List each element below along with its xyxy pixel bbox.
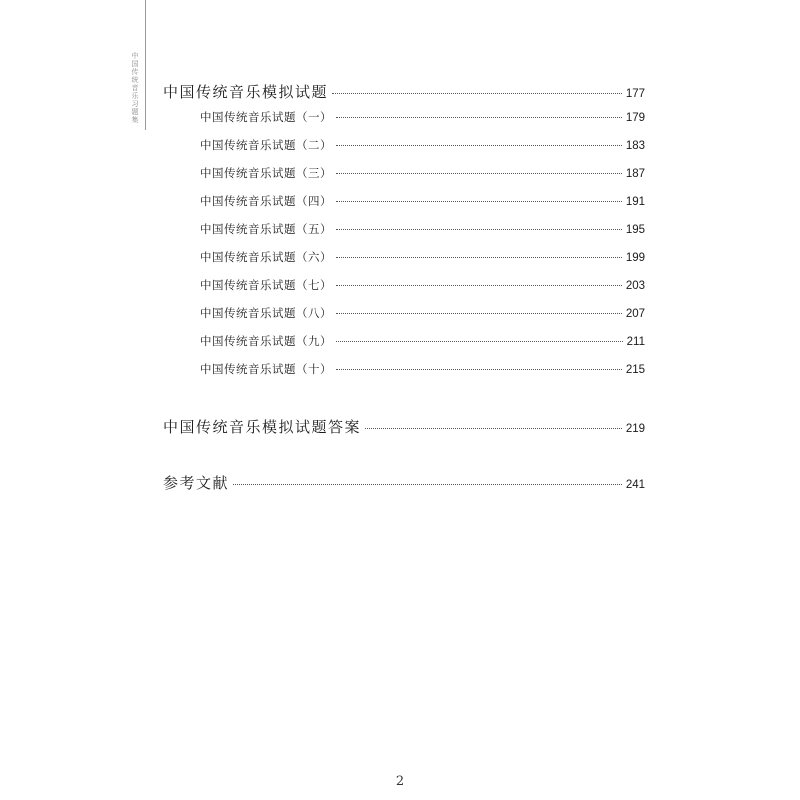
- toc-entry-exam-5[interactable]: [200, 221, 645, 237]
- leader-dots: [336, 284, 622, 286]
- leader-dots: [336, 228, 622, 230]
- toc-entry-page: 211: [626, 336, 645, 348]
- toc-entry-exam-8[interactable]: [200, 305, 645, 321]
- toc-entry-label: 参考文献: [163, 474, 230, 492]
- toc-entry-label: 中国传统音乐试题（十）: [200, 362, 332, 376]
- toc-entry-page: 215: [625, 364, 645, 376]
- toc-entry-label: 中国传统音乐试题（三）: [200, 166, 332, 180]
- toc-entry-page: 183: [625, 140, 645, 152]
- leader-dots: [336, 172, 622, 174]
- toc-entry-page: 203: [625, 280, 645, 292]
- toc-entry-exam-7[interactable]: [200, 277, 645, 293]
- leader-dots: [336, 368, 622, 370]
- toc-entry-mock-exams[interactable]: [163, 81, 645, 102]
- leader-dots: [336, 340, 623, 342]
- toc-entry-page: 191: [625, 196, 645, 208]
- toc-entry-page: 177: [625, 88, 645, 100]
- toc-entry-page: 179: [625, 112, 645, 124]
- leader-dots: [365, 427, 622, 429]
- toc-entry-label: 中国传统音乐模拟试题: [163, 83, 329, 101]
- toc-entry-label: 中国传统音乐试题（一）: [200, 110, 332, 124]
- toc-entry-page: 219: [625, 423, 645, 435]
- toc-entry-exam-10[interactable]: [200, 361, 645, 377]
- toc-entry-page: 187: [625, 168, 645, 180]
- leader-dots: [336, 312, 622, 314]
- toc-entry-page: 199: [625, 252, 645, 264]
- running-title: 中国传统音乐习题集: [131, 52, 139, 124]
- leader-dots: [336, 116, 622, 118]
- toc-entry-exam-2[interactable]: [200, 137, 645, 153]
- toc-entry-label: 中国传统音乐试题（二）: [200, 138, 332, 152]
- toc-entry-exam-6[interactable]: [200, 249, 645, 265]
- toc-entry-references[interactable]: [163, 472, 645, 493]
- toc-entry-page: 241: [625, 479, 645, 491]
- toc-entry-label: 中国传统音乐模拟试题答案: [163, 418, 362, 436]
- toc-entry-label: 中国传统音乐试题（九）: [200, 334, 332, 348]
- leader-dots: [233, 483, 622, 485]
- toc-entry-label: 中国传统音乐试题（六）: [200, 250, 332, 264]
- toc-entry-page: 195: [625, 224, 645, 236]
- toc-entry-answers[interactable]: [163, 416, 645, 437]
- leader-dots: [336, 144, 622, 146]
- toc-entry-exam-9[interactable]: [200, 333, 645, 349]
- toc-entry-exam-3[interactable]: [200, 165, 645, 181]
- toc-entry-label: 中国传统音乐试题（七）: [200, 278, 332, 292]
- toc-entry-page: 207: [625, 308, 645, 320]
- toc-entry-exam-1[interactable]: [200, 109, 645, 125]
- toc-entry-exam-4[interactable]: [200, 193, 645, 209]
- toc-entry-label: 中国传统音乐试题（八）: [200, 306, 332, 320]
- toc-entry-label: 中国传统音乐试题（五）: [200, 222, 332, 236]
- toc-entry-label: 中国传统音乐试题（四）: [200, 194, 332, 208]
- page-number: 2: [395, 774, 405, 789]
- leader-dots: [336, 256, 622, 258]
- leader-dots: [336, 200, 622, 202]
- leader-dots: [332, 92, 622, 94]
